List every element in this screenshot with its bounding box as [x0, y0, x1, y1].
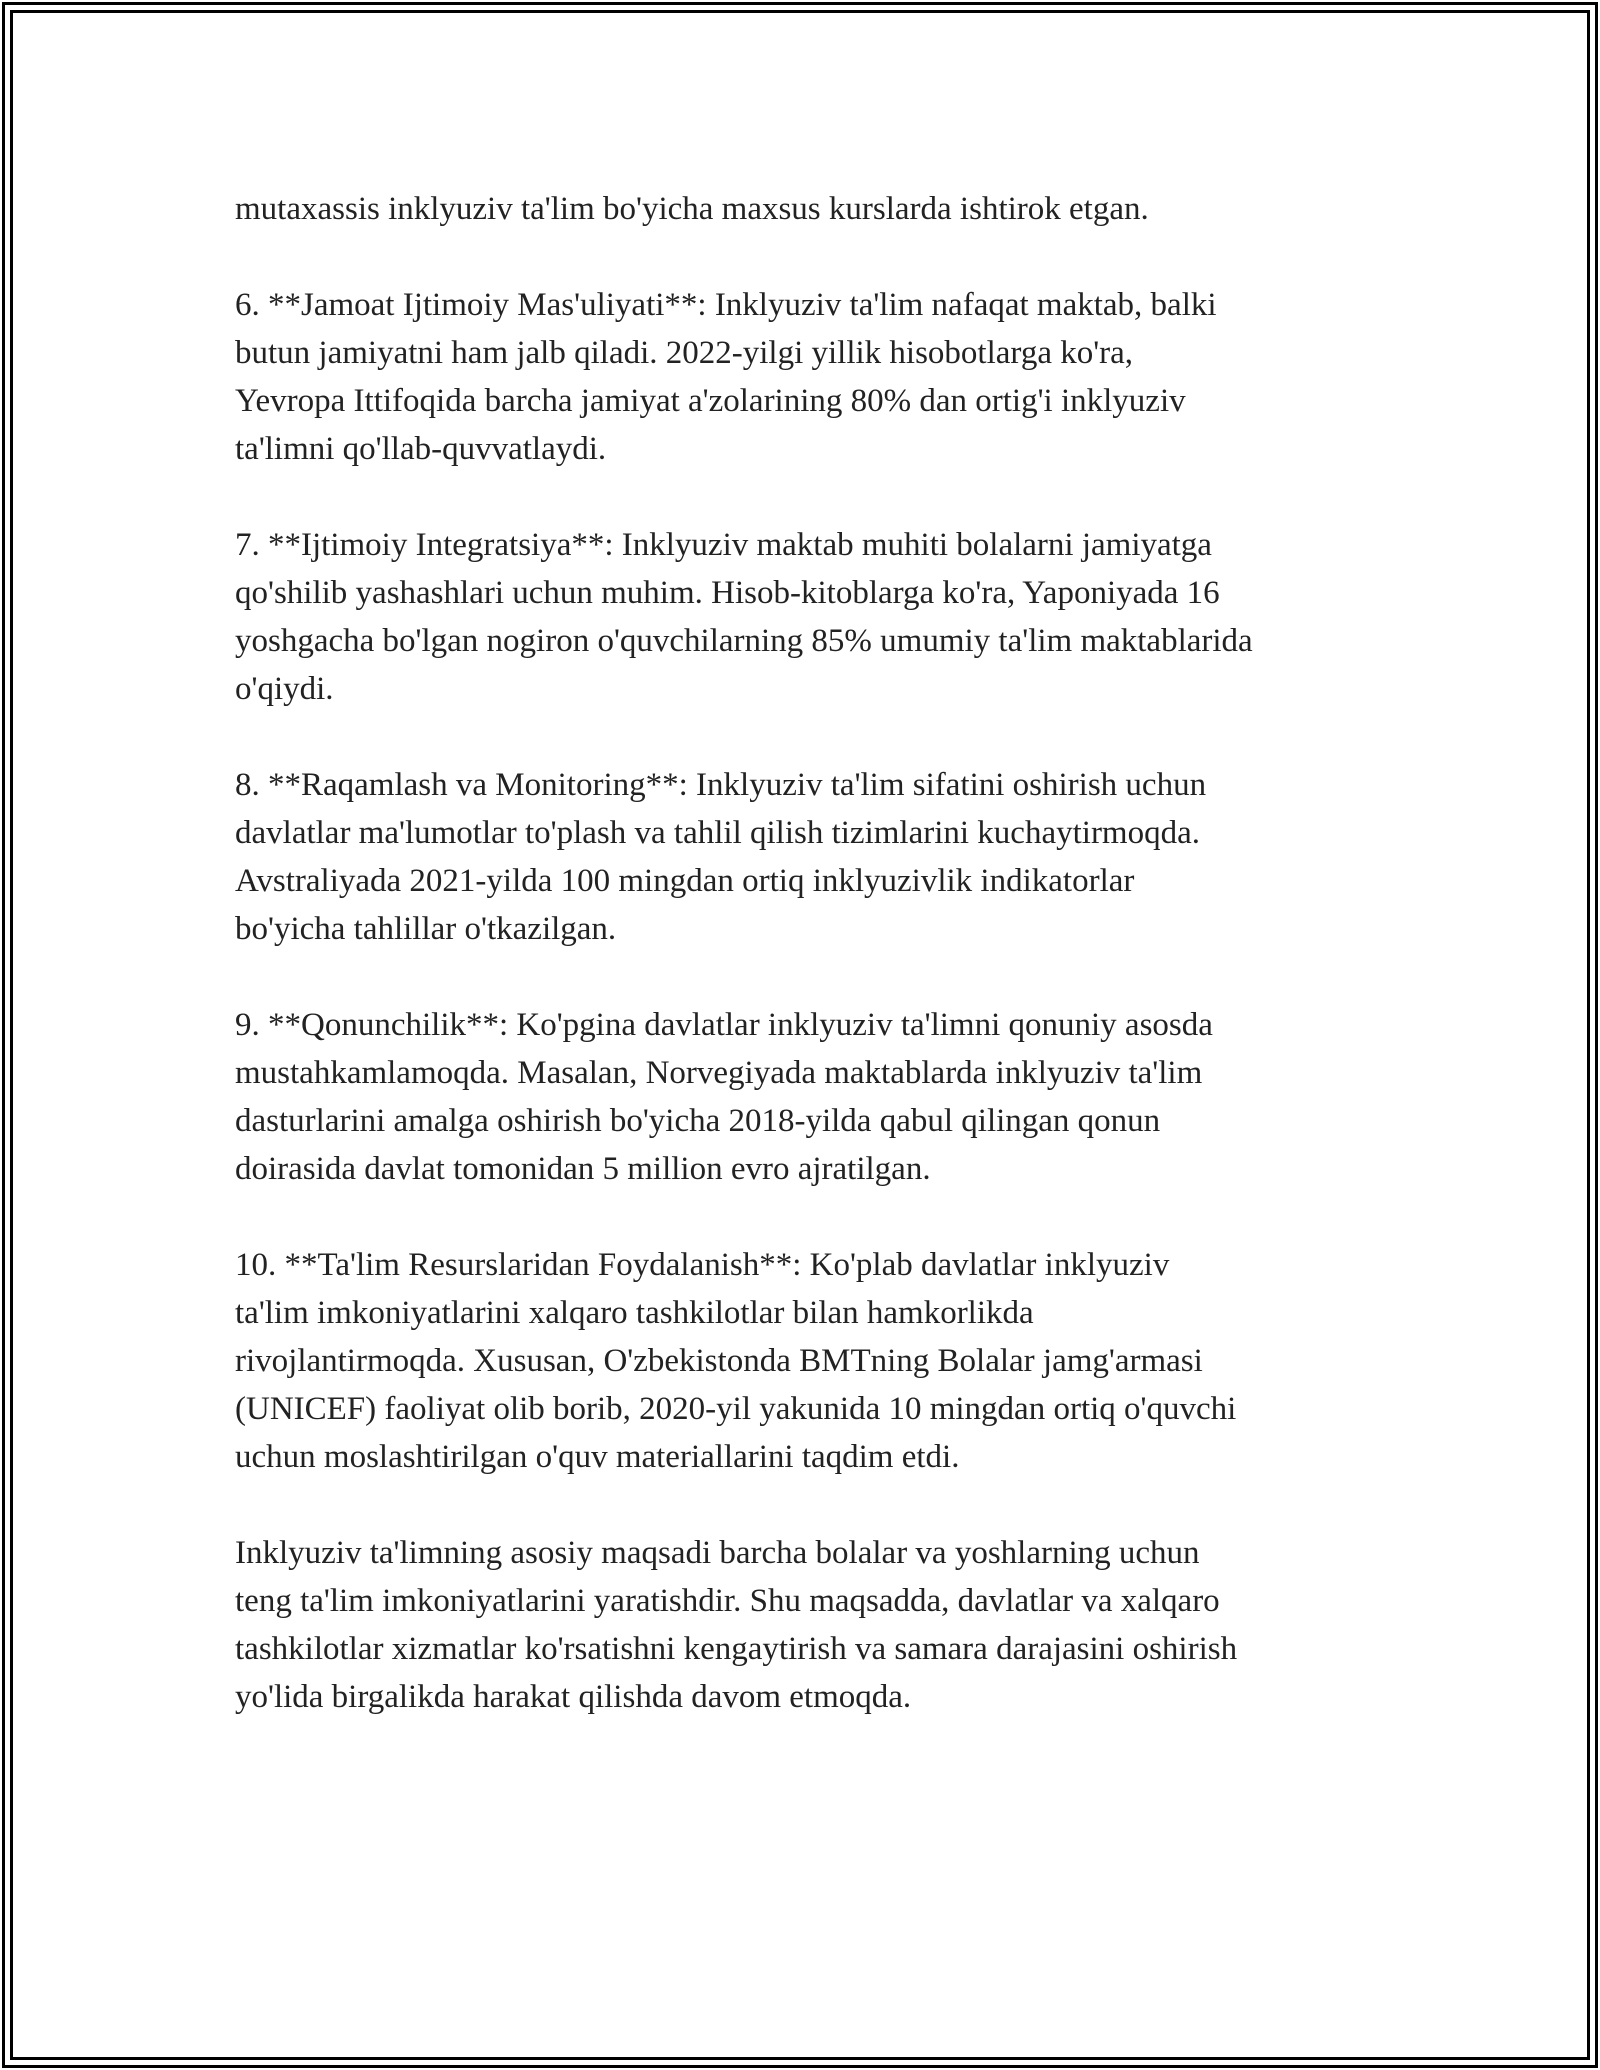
- text-line: Inklyuziv ta'limning asosiy maqsadi barcha bolalar va yoshlarning uchun: [235, 1535, 1200, 1571]
- text-line: tashkilotlar xizmatlar ko'rsatishni kengaytirish va samara darajasini oshirish: [235, 1631, 1238, 1667]
- text-line: dasturlarini amalga oshirish bo'yicha 2018-yilda qabul qilingan qonun: [235, 1103, 1161, 1139]
- paragraph-item-8: [235, 761, 1375, 953]
- paragraph-item-10: [235, 1241, 1375, 1481]
- paragraph-item-6: [235, 281, 1375, 473]
- text-line: bo'yicha tahlillar o'tkazilgan.: [235, 911, 617, 947]
- text-line: (UNICEF) faoliyat olib borib, 2020-yil yakunida 10 mingdan ortiq o'quvchi: [235, 1391, 1237, 1427]
- document-body: [235, 185, 1375, 1769]
- text-line: butun jamiyatni ham jalb qiladi. 2022-yilgi yillik hisobotlarga ko'ra,: [235, 335, 1134, 371]
- text-line: ta'lim imkoniyatlarini xalqaro tashkilotlar bilan hamkorlikda: [235, 1295, 1034, 1331]
- text-line: ta'limni qo'llab-quvvatlaydi.: [235, 431, 607, 467]
- text-line: 10. **Ta'lim Resurslaridan Foydalanish**: Ko'plab davlatlar inklyuziv: [235, 1247, 1170, 1283]
- text-line: mutaxassis inklyuziv ta'lim bo'yicha maxsus kurslarda ishtirok etgan.: [235, 191, 1149, 227]
- text-line: 7. **Ijtimoiy Integratsiya**: Inklyuziv maktab muhiti bolalarni jamiyatga: [235, 527, 1212, 563]
- text-line: Yevropa Ittifoqida barcha jamiyat a'zolarining 80% dan ortig'i inklyuziv: [235, 383, 1186, 419]
- text-line: uchun moslashtirilgan o'quv materiallarini taqdim etdi.: [235, 1439, 960, 1475]
- text-line: 8. **Raqamlash va Monitoring**: Inklyuziv ta'lim sifatini oshirish uchun: [235, 767, 1207, 803]
- text-line: Avstraliyada 2021-yilda 100 mingdan ortiq inklyuzivlik indikatorlar: [235, 863, 1135, 899]
- text-line: 6. **Jamoat Ijtimoiy Mas'uliyati**: Inklyuziv ta'lim nafaqat maktab, balki: [235, 287, 1217, 323]
- paragraph-conclusion: [235, 1529, 1375, 1721]
- text-line: teng ta'lim imkoniyatlarini yaratishdir. Shu maqsadda, davlatlar va xalqaro: [235, 1583, 1220, 1619]
- text-line: davlatlar ma'lumotlar to'plash va tahlil qilish tizimlarini kuchaytirmoqda.: [235, 815, 1200, 851]
- text-line: qo'shilib yashashlari uchun muhim. Hisob-kitoblarga ko'ra, Yaponiyada 16: [235, 575, 1220, 611]
- text-line: rivojlantirmoqda. Xususan, O'zbekistonda BMTning Bolalar jamg'armasi: [235, 1343, 1203, 1379]
- text-line: o'qiydi.: [235, 671, 334, 707]
- paragraph-item-7: [235, 521, 1375, 713]
- paragraph-continuation: [235, 185, 1375, 233]
- text-line: doirasida davlat tomonidan 5 million evro ajratilgan.: [235, 1151, 931, 1187]
- text-line: yoshgacha bo'lgan nogiron o'quvchilarning 85% umumiy ta'lim maktablarida: [235, 623, 1253, 659]
- text-line: yo'lida birgalikda harakat qilishda davom etmoqda.: [235, 1679, 912, 1715]
- text-line: mustahkamlamoqda. Masalan, Norvegiyada maktablarda inklyuziv ta'lim: [235, 1055, 1203, 1091]
- text-line: 9. **Qonunchilik**: Ko'pgina davlatlar inklyuziv ta'limni qonuniy asosda: [235, 1007, 1213, 1043]
- paragraph-item-9: [235, 1001, 1375, 1193]
